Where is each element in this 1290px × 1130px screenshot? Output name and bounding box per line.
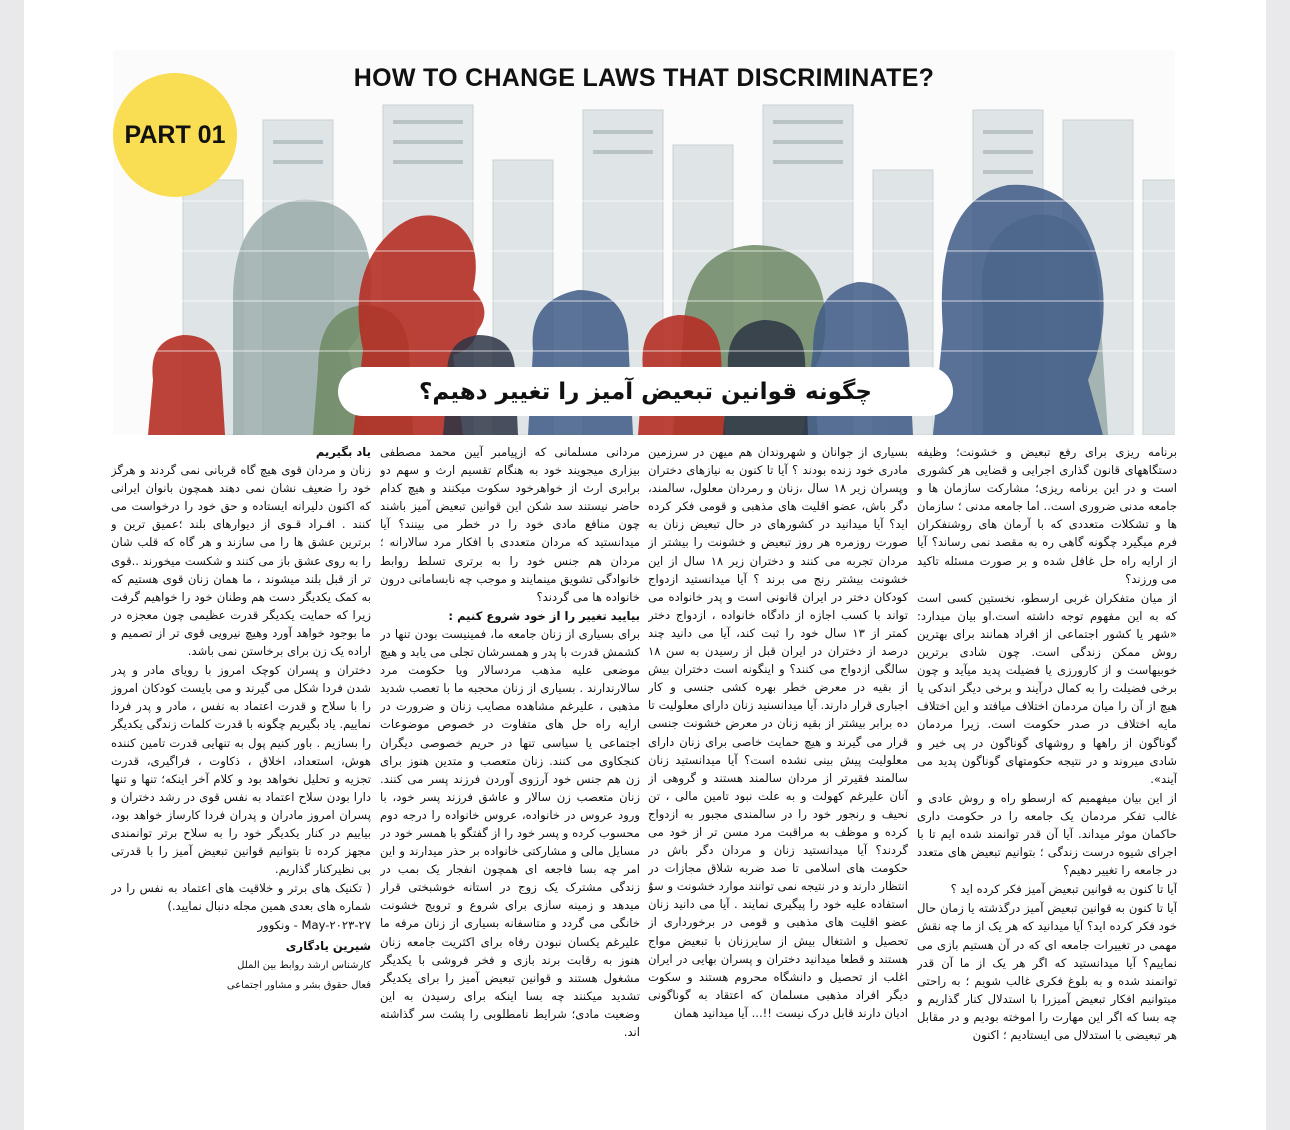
column-3 bbox=[380, 443, 640, 1123]
column-4 bbox=[111, 443, 371, 1123]
paragraph: مردانی مسلمانی که ازپیامبر آیین محمد مصطفی بیزاری میجویند خود به هنگام تقسیم ارث و سهم دو برابری ارث از خواهرخود سکوت میکنند و هیچ کدام حاضر نیستند سد شکن این قوانین تبعیض آمیز باشند چون منافع مادی خود را در خطر می بینند؟ آیا میدانستید که مردان متعددی با افکار مرد سالارانه ؛ مردان هم جنس خود را به برتری تسلط روابط خانوادگی تشویق مینمایند و موجب چه نابسامانی درون خانواده ها می گردند؟ bbox=[380, 445, 640, 604]
persian-title: چگونه قوانین تبعیض آمیز را تغییر دهیم؟ bbox=[338, 367, 953, 416]
magazine-page bbox=[24, 0, 1266, 1130]
paragraph: بسیاری از جوانان و شهروندان هم میهن در سرزمین مادری خود زنده بودند ؟ آیا تا کنون به نیازهای دختران وپسران زیر ۱۸ سال ،زنان و رمردان معلول، سالمند، دگر باش، عضو اقلیت های مذهبی و قومی فکر کرده اید؟ آیا میدانید در کشورهای در حال تبعیض زنان به صورت روزمره هر روز تبعیض و خشونت را بیشتر از مردان تجربه می کنند و دختران زیر ۱۸ سال از این خشونت بیشتر رنج می برند ؟ آیا میدانستید ازدواج کودکان دختر در ایران قانونی است و پدر خانواده می تواند با کسب اجازه از دادگاه خانواده ، ازدواج دختر کمتر از ۱۳ سال خود را ثبت کند، آیا می دانید چند درصد از دختران در ایران قبل از رسیدن به سن ۱۸ سالگی ازدواج می کنند؟ و اینگونه است دختران بیش از بقیه در معرض خطر بهره کشی جنسی و کار اجباری قرار دارند. آیا میدانسنید زنان دارای معلولیت تا ده برابر بیشتر از بقیه زنان در معرض خشونت جنسی قرار می گیرند و هیچ حمایت خاصی برای زنان دارای معلولیت پیش بینی نشده است؟ آیا میدانستید زنان سالمند فقیرتر از مردان سالمند هستند و گروهی از آنان علیرغم کهولت و به علت نبود تامین مالی ، تن نحیف و رنجور خود را در سالمندی مجبور به ازدواج کرده و موظف به مراقبت مرد مسن تر از خود می گردند؟ آیا میدانستید زنان و مردان دگر باش در حکومت های اسلامی تا صد ضربه شلاق مجازات در انتظار دارند و در نتیجه نمی توانند موارد خشونت و سوُ استفاده علیه خود را پیگیری نمایند . آیا می دانید زنان عضو اقلیت های مذهبی و قومی در برخورداری از تحصیل و اشتغال بیش از سایرزنان با تبعیض مواج هستند و قطعا میدانید دختران و پسران بهایی در ایران اغلب از تحصیل و دانشگاه محروم هستند و سکوت دیگر افراد مذهبی مسلمان که اعتقاد به گوناگونی ادیان دارند قابل درک نیست !!... آیا میدانید همان bbox=[648, 445, 908, 1020]
author-role: کارشناس ارشد روابط بین الملل bbox=[237, 959, 371, 971]
paragraph: زنان و مردان قوی هیچ گاه قربانی نمی گردند و هرگز خود را ضعیف نشان نمی دهند همچون بانوان ایرانی که اکنون دلیرانه ایستاده و حق خود را درخواست می کنند . افـراد قـوی از دیوارهای بلند ؛عمیق ترین و برترین عشق ها را می سازند و هر گاه که قلب شان را به روی عشق باز می کنند و شکست میخورند ..قوی تر از قبل بلند میشوند ، ما همان زنان قوی هستیم که به کمک یکدیگر دست هم وطنان خود را خواهیم گرفت زیرا که حمایت یکدیگر قدرت عظیمی چون معجزه در ما بوجود خواهد آورد وهیچ نیرویی قوی تر از تصمیم و اراده یک زن برای برخاستن نمی باشد. bbox=[111, 463, 371, 659]
column-2 bbox=[648, 443, 908, 1123]
paragraph: برنامه ریزی برای رفع تبعیض و خشونت؛ وظیفه دستگاههای قانون گذاری اجرایی و قضایی هر کشوری است و در این برنامه ریزی؛ مشارکت سازمان ها و جامعه مدنی ضروری است.. اما جامعه مدنی ؛ سازمان ها و تشکلات متعددی که با آرمان های روشنفکران فرم میگیرد چگونه گاهی ره به مقصد نمی رساند؟ آیا از ارایه راه حل غافل شده و بر صورت مسئله تاکید می ورزند؟ bbox=[917, 445, 1177, 586]
column-1 bbox=[917, 443, 1177, 1123]
part-badge: PART 01 bbox=[113, 73, 237, 197]
section-heading: یاد بگیریم bbox=[315, 445, 371, 459]
paragraph: از این بیان میفهمیم که ارسطو راه و روش عادی و غالب تفکر مردمان یک جامعه را در حکومت داری حاکمان موثر میداند. آیا آن قدر توانمند شده ایم تا با اجرای شیوه درست زندگی ؛ بتوانیم تبعیض های متعدد در جامعه را تغییر دهیم؟ bbox=[917, 790, 1177, 878]
paragraph: دختران و پسران کوچک امروز با رویای مادر و پدر شدن فردا شکل می گیرند و می بایست کودکان امروز را با سلاح و قدرت اعتماد به نفس ، مادر و پدر فردا نماییم. یاد بگیریم چگونه با قدرت کلمات زندگی یکدیگر را بسازیم . باور کنیم پول به تنهایی قدرت تامین کننده هوش، استعداد، اخلاق ، ذکاوت ، فراگیری، قدرت تجزیه و تحلیل نخواهد بود و کلام آخر اینکه؛ تنها و تنها دارا بودن سلاح اعتماد به نفس قوی در رشد دختران و پسران امروز مادران و پدران فردا کارساز خواهد بود، بیاییم در کنار یکدیگر خود را به سلاح برتر توانمندی مجهز کرده تا بتوانیم قوانین تبعیض آمیز را با قدرتی بی نظیرکنار گذاریم. bbox=[111, 663, 371, 877]
header-banner bbox=[113, 50, 1175, 435]
paragraph: آیا تا کنون به قوانین تبعیض آمیز درگذشته یا زمان حال خود فکر کرده اید؟ آیا میدانید که هر یک از ما چه نقش مهمی در تغییرات جامعه ای که در آن هستیم بازی می نماییم؟ آیا میدانستید که اگر هر یک از ما آن قدر توانمند شده و به بلوغ فکری غالب شویم ؛ به راحتی میتوانیم افکار تبعیض آمیزرا با استدلال کنار گذاریم و چه بسا که اگر این مهارت را اموخته بودیم و در مقابل هر تبعیضی با استدلال می ایستادیم ؛ اکنون bbox=[917, 901, 1177, 1042]
author-name: شیرین یادگاری bbox=[285, 938, 371, 953]
author-role: فعال حقوق بشر و مشاور اجتماعی bbox=[226, 979, 371, 991]
paragraph: ( تکنیک های برتر و خلاقیت های اعتماد به نفس را در شماره های بعدی همین مجله دنبال نمایید.) bbox=[111, 881, 371, 914]
paragraph: از میان متفکران غربی ارسطو، نخستین کسی است که به این مفهوم توجه داشته است.او بیان میدارد: «شهر یا کشور اجتماعی از افراد همانند برای بهترین روش ممکن زندگی است. چون شادی برترین خوبیهاست و از کارورزی یا فضیلت پدید میآید و چون برخی فضیلت را به کمال درآیند و برخی دیگر اندکی یا هیچ از آن را میان مردمان اختلاف میافتد و این اختلاف مایه اختلاف در صدر حکومت است. زیرا مردمان گوناگون از راهها و روشهای گوناگون در پی خیر و شادی میروند و در نتیجه حکومتهای گوناگون پدید می آیند». bbox=[917, 590, 1177, 786]
paragraph: آیا تا کنون به قوانین تبعیض آمیز فکر کرده اید ؟ bbox=[950, 882, 1177, 897]
dateline: ۲۷-May-۲۰۲۳ - ونکوور bbox=[257, 918, 371, 933]
english-title: HOW TO CHANGE LAWS THAT DISCRIMINATE? bbox=[353, 64, 935, 92]
section-heading: بیایید تغییر را از خود شروع کنیم : bbox=[448, 608, 640, 623]
article-columns bbox=[111, 443, 1177, 1123]
paragraph: برای بسیاری از زنان جامعه ما، فمینیست بودن تنها در کشمش قدرت با پدر و همسرشان تجلی می یابد و هیچ موضعی علیه مذهب مردسالار ویا حکومت مرد سالارندارند . بسیاری از زنان محجبه ما با تعصب شدید مذهبی ، علیرغم مشاهده مصایب زنان و ضرورت در ارایه راه حل های متفاوت در خصوص موضوعات اجتماعی یا سیاسی تنها در حریم خصوصی دیگران کنجکاوی می کنند. زنان متعصب و متدین هنوز برای زن هم جنس خود آرزوی آوردن فرزند پسر می کنند. زنان متعصب زن سالار و عاشق فرزند پسر خود، با ورود عروس در خانواده، عروس خانواده را درجه دوم محسوب کرده و پسر خود را از گفتگو با همسر خود در مسایل مالی و مشارکتی خانواده بر حذر میدارند و این امر چه بسا فاجعه ای همچون انفجار یک بمب در زندگی مشترک یک زوج در استانه خوشبختی قرار میدهد و زمینه سازی برای شروع و ترویج خشونت خانگی می گردد و متاسفانه بسیاری از زنان مرفه ما علیرغم یکسان نبودن رفاه برای اکثریت جامعه زنان هنوز به رقابت برند بازی و فخر فروشی با یکدیگر مشغول هستند و قوانین تبعیض آمیز را برای یکدیگر تشدید میکنند چه بسا اینکه برای رسیدن به این وضعیت مادی؛ شرایط نامطلوبی را پشت سر گذاشته اند. bbox=[380, 626, 640, 1039]
